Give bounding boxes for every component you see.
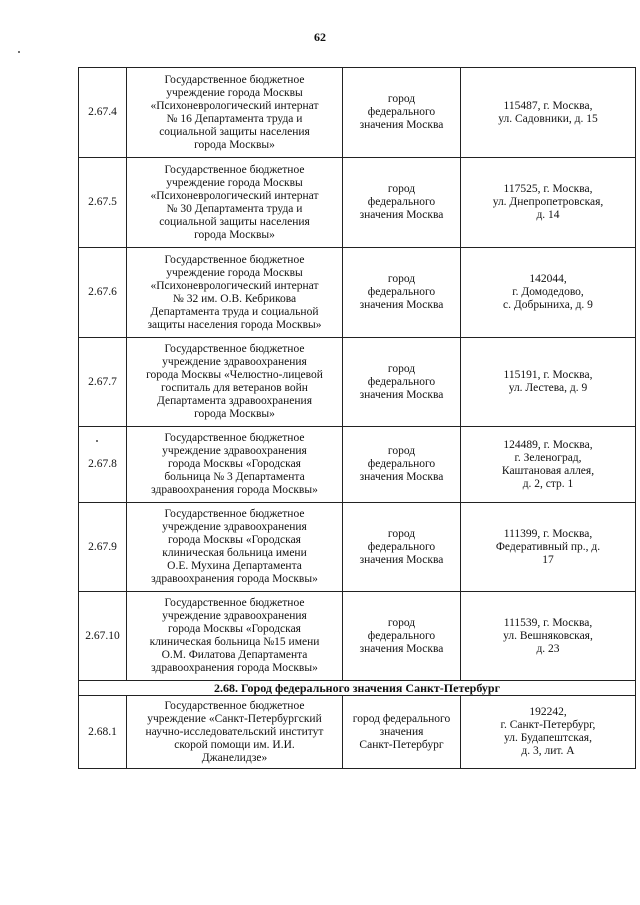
location-cell (343, 427, 461, 503)
address-cell (461, 338, 636, 427)
text-line: здравоохранения города Москвы» (151, 484, 318, 496)
registry-table (78, 67, 636, 769)
institution-name (127, 696, 343, 769)
institution-name (127, 592, 343, 681)
text-line: ул. Днепропетровская, (492, 196, 604, 208)
address-cell (461, 592, 636, 681)
text-line: здравоохранения города Москвы» (151, 662, 318, 674)
text-line: здравоохранения города Москвы» (151, 573, 318, 585)
text-line: 111399, г. Москва, (503, 527, 593, 540)
text-line: 111539, г. Москва, (503, 616, 593, 629)
scan-artifact (18, 51, 20, 53)
section-header-row (79, 681, 636, 696)
address-cell (461, 68, 636, 158)
text-line: значения Москва (359, 299, 444, 311)
text-line: 115487, г. Москва, (503, 99, 593, 112)
text-line: клиническая больница №15 имени (149, 636, 320, 648)
text-line: г. Санкт-Петербург, (500, 719, 596, 731)
text-line: № 16 Департамента труда и (166, 112, 303, 125)
text-line: Государственное бюджетное (164, 343, 305, 355)
text-line: Департамента здравоохранения (157, 395, 312, 407)
row-number: 2.68.1 (79, 696, 127, 769)
text-line: 17 (542, 553, 554, 566)
text-line: Санкт-Петербург (359, 738, 444, 751)
text-line: с. Добрыниха, д. 9 (503, 299, 593, 311)
text-line: город (387, 445, 416, 457)
table-row (79, 592, 636, 681)
table-row (79, 427, 636, 503)
text-line: защиты населения города Москвы» (147, 318, 322, 331)
address-cell (461, 248, 636, 338)
text-line: город (387, 93, 416, 105)
text-line: значения Москва (359, 209, 444, 221)
text-line: Департамента труда и социальной (150, 305, 319, 318)
text-line: федерального (367, 629, 436, 642)
text-line: 142044, (529, 273, 567, 285)
text-line: город (387, 527, 416, 540)
text-line: город (387, 183, 416, 195)
text-line: ул. Вешняковская, (503, 629, 593, 642)
location-cell (343, 338, 461, 427)
address-cell (461, 503, 636, 592)
text-line: учреждение «Санкт-Петербургский (147, 712, 322, 725)
row-number: 2.67.4 (79, 68, 127, 158)
text-line: федерального (367, 540, 436, 553)
text-line: госпиталь для ветеранов войн (161, 382, 308, 394)
text-line: 115191, г. Москва, (503, 369, 593, 381)
text-line: значения Москва (359, 471, 444, 483)
text-line: учреждение здравоохранения (162, 521, 307, 533)
location-cell (343, 696, 461, 769)
text-line: федерального (367, 106, 436, 118)
table-row (79, 503, 636, 592)
text-line: Государственное бюджетное (164, 699, 305, 712)
text-line: значения Москва (359, 119, 444, 131)
institution-name (127, 158, 343, 248)
text-line: д. 14 (536, 209, 560, 221)
text-line: Государственное бюджетное (164, 163, 305, 176)
text-line: ул. Садовники, д. 15 (498, 112, 598, 125)
text-line: скорой помощи им. И.И. (174, 738, 295, 751)
text-line: 124489, г. Москва, (503, 438, 593, 451)
text-line: научно-исследовательский институт (145, 725, 324, 738)
address-cell (461, 427, 636, 503)
institution-name (127, 503, 343, 592)
institution-name (127, 248, 343, 338)
text-line: федерального (367, 286, 436, 298)
location-cell (343, 503, 461, 592)
text-line: клиническая больница имени (162, 547, 307, 559)
text-line: № 30 Департамента труда и (166, 202, 303, 215)
text-line: города Москвы» (194, 138, 275, 151)
text-line: значения Москва (359, 553, 444, 566)
section-title: 2.68. Город федерального значения Санкт-Петербург (79, 681, 636, 696)
text-line: О.Е. Мухина Департамента (167, 560, 302, 572)
text-line: значения Москва (359, 642, 444, 655)
row-number: 2.67.10 (79, 592, 127, 681)
table-row (79, 68, 636, 158)
text-line: ул. Будапештская, (504, 732, 592, 744)
text-line: города Москвы» (194, 228, 275, 241)
location-cell (343, 248, 461, 338)
text-line: учреждение здравоохранения (162, 356, 307, 368)
text-line: социальной защиты населения (159, 215, 310, 228)
text-line: Государственное бюджетное (164, 508, 305, 520)
text-line: Государственное бюджетное (164, 73, 305, 86)
text-line: д. 2, стр. 1 (522, 477, 574, 490)
text-line: «Психоневрологический интернат (150, 99, 319, 112)
text-line: город (387, 616, 416, 629)
text-line: ул. Лестева, д. 9 (508, 382, 588, 394)
row-number: 2.67.6 (79, 248, 127, 338)
institution-name (127, 68, 343, 158)
row-number: 2.67.5 (79, 158, 127, 248)
text-line: города Москвы «Городская (168, 458, 301, 470)
text-line: города Москвы «Городская (168, 534, 301, 546)
institution-name (127, 338, 343, 427)
text-line: г. Зеленоград, (514, 451, 582, 464)
text-line: города Москвы «Городская (168, 623, 301, 635)
location-cell (343, 158, 461, 248)
text-line: 117525, г. Москва, (503, 183, 593, 195)
text-line: учреждение города Москвы (166, 86, 303, 99)
text-line: больница № 3 Департамента (164, 471, 305, 483)
text-line: № 32 им. О.В. Кебрикова (172, 292, 297, 305)
text-line: Государственное бюджетное (164, 432, 305, 444)
text-line: значения Москва (359, 388, 444, 401)
text-line: Джанелидзе» (201, 751, 268, 764)
text-line: учреждение города Москвы (166, 266, 303, 279)
row-number: 2.67.9 (79, 503, 127, 592)
text-line: 192242, (529, 706, 567, 718)
row-number: 2.67.7 (79, 338, 127, 427)
text-line: учреждение здравоохранения (162, 610, 307, 622)
location-cell (343, 592, 461, 681)
text-line: д. 3, лит. А (521, 745, 575, 757)
table-row (79, 158, 636, 248)
text-line: город федерального (352, 712, 451, 725)
text-line: О.М. Филатова Департамента (161, 649, 308, 661)
text-line: социальной защиты населения (159, 125, 310, 138)
table-row (79, 338, 636, 427)
page-number: 62 (314, 30, 326, 44)
address-cell (461, 158, 636, 248)
table-row (79, 248, 636, 338)
text-line: учреждение здравоохранения (162, 445, 307, 457)
text-line: «Психоневрологический интернат (150, 189, 319, 202)
location-cell (343, 68, 461, 158)
table-row (79, 696, 636, 769)
text-line: федерального (367, 458, 436, 470)
text-line: Каштановая аллея, (501, 464, 595, 477)
text-line: город (387, 273, 416, 285)
text-line: значения (379, 725, 424, 738)
text-line: города Москвы» (194, 408, 275, 420)
text-line: «Психоневрологический интернат (150, 279, 319, 292)
text-line: д. 23 (536, 642, 560, 655)
text-line: учреждение города Москвы (166, 176, 303, 189)
text-line: Государственное бюджетное (164, 597, 305, 609)
institution-name (127, 427, 343, 503)
address-cell (461, 696, 636, 769)
text-line: Федеративный пр., д. (495, 540, 601, 553)
text-line: федерального (367, 375, 436, 388)
text-line: г. Домодедово, (512, 286, 584, 298)
text-line: федерального (367, 196, 436, 208)
text-line: Государственное бюджетное (164, 253, 305, 266)
row-number: 2.67.8 (79, 427, 127, 503)
text-line: города Москвы «Челюстно-лицевой (146, 369, 323, 381)
text-line: город (387, 362, 416, 375)
